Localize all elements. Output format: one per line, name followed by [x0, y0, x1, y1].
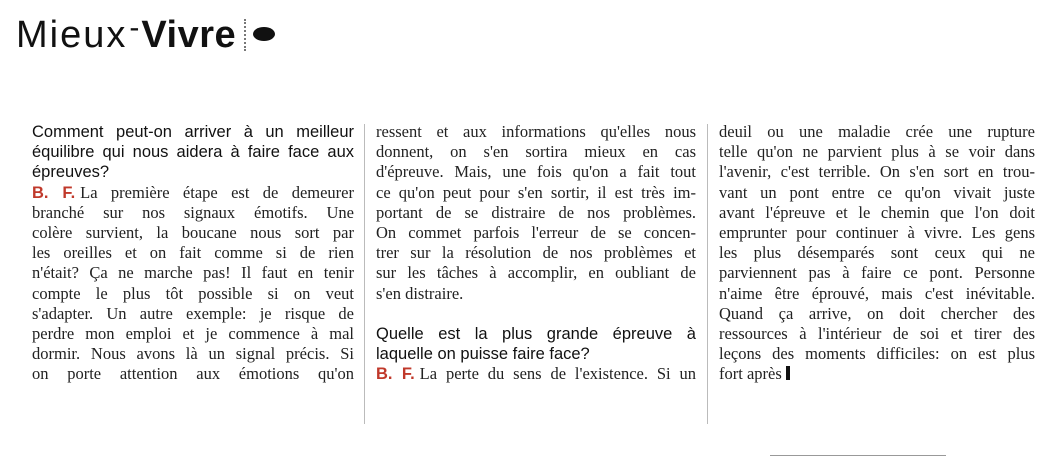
text-line: s'adapter. Un autre exemple: je risque de [32, 303, 354, 323]
article-column-2 [376, 122, 696, 384]
text-line: deuil ou une maladie crée une rupture [719, 122, 1035, 141]
text-line: trer sur la résolution de nos problèmes et [376, 243, 696, 263]
bottom-rule [770, 455, 946, 456]
question-line: équilibre qui nous aidera à faire face aux [32, 143, 354, 162]
column-divider [707, 124, 708, 424]
text-line: l'avenir, c'est terrible. On s'en sort en trou- [719, 162, 1035, 182]
text-line: les oreilles et on fait comme si de rien [32, 243, 354, 263]
text-line: n'était? Ça ne marche pas! Il faut en tenir [32, 263, 354, 283]
text-line: Quand ça arrive, on doit chercher des [719, 303, 1035, 323]
text-line: dormir. Nous avons là un signal précis. Si [32, 344, 354, 364]
text-line: ce qu'on peut pour s'en sortir, il est très im- [376, 182, 696, 202]
text-line: branché sur nos signaux émotifs. Une [32, 202, 354, 222]
question-line: épreuves? [32, 163, 110, 182]
text-line: n'aime être éprouvé, mais c'est inévitable. [719, 283, 1035, 303]
text-line: avant l'épreuve et le chemin que l'on doit [719, 202, 1035, 222]
header-title-vivre: Vivre [141, 14, 237, 56]
section-header [16, 11, 275, 64]
text-line: s'en distraire. [376, 283, 464, 303]
text-line: ressent et aux informations qu'elles nous [376, 122, 696, 141]
text-line: vant un pont entre ce qu'on vivait juste [719, 182, 1035, 202]
text-line: colère survient, la boucane nous sort par [32, 223, 354, 243]
text-line: parviennent pas à faire ce pont. Personne [719, 263, 1035, 283]
question-line: Comment peut-on arriver à un meilleur [32, 123, 354, 141]
text-line: les plus désemparés sont ceux qui ne [719, 243, 1035, 263]
answer-text: La première étape est de demeurer [80, 182, 354, 202]
answer-label: B. F. [376, 365, 415, 384]
question-line: Quelle est la plus grande épreuve à [376, 324, 696, 343]
question-1 [32, 122, 354, 183]
text-line: compte le plus tôt possible si on veut [32, 283, 354, 303]
text-line: donnent, on s'en sortira mieux en cas [376, 142, 696, 162]
text-line: d'épreuve. Mais, une fois qu'on a fait tout [376, 162, 696, 182]
text-line: portant de se distraire de nos problèmes. [376, 202, 696, 222]
paragraph-spacer [376, 304, 696, 324]
last-line-text: fort après [719, 364, 782, 384]
answer-first-line [376, 364, 696, 384]
question-line: laquelle on puisse faire face? [376, 345, 590, 364]
last-text-line [719, 364, 1035, 384]
text-line: on porte attention aux émotions qu'on [32, 364, 354, 384]
text-line: perdre mon emploi et je commence à mal [32, 324, 354, 344]
header-title-dash: - [129, 11, 140, 44]
header-separator [244, 19, 247, 51]
text-line: ressources à l'intérieur de soi et tirer des [719, 324, 1035, 344]
header-bullet-icon [253, 27, 275, 41]
question-2 [376, 324, 696, 364]
text-line: leçons des moments difficiles: on est plus [719, 344, 1035, 364]
article-column-3 [719, 122, 1035, 385]
answer-first-line [32, 183, 354, 203]
header-title-mieux: Mieux [16, 14, 128, 56]
answer-label: B. F. [32, 183, 76, 202]
answer-text: La perte du sens de l'existence. Si un [419, 364, 696, 384]
article-column-1 [32, 122, 354, 385]
text-line: emprunter pour continuer à vivre. Les gens [719, 223, 1035, 243]
column-divider [364, 124, 365, 424]
text-line: On commet parfois l'erreur de se concen- [376, 223, 696, 243]
end-of-article-icon [786, 366, 790, 380]
text-line: telle qu'on ne parvient plus à se voir dans [719, 142, 1035, 162]
text-line: sur les tâches à accomplir, en oubliant de [376, 263, 696, 283]
